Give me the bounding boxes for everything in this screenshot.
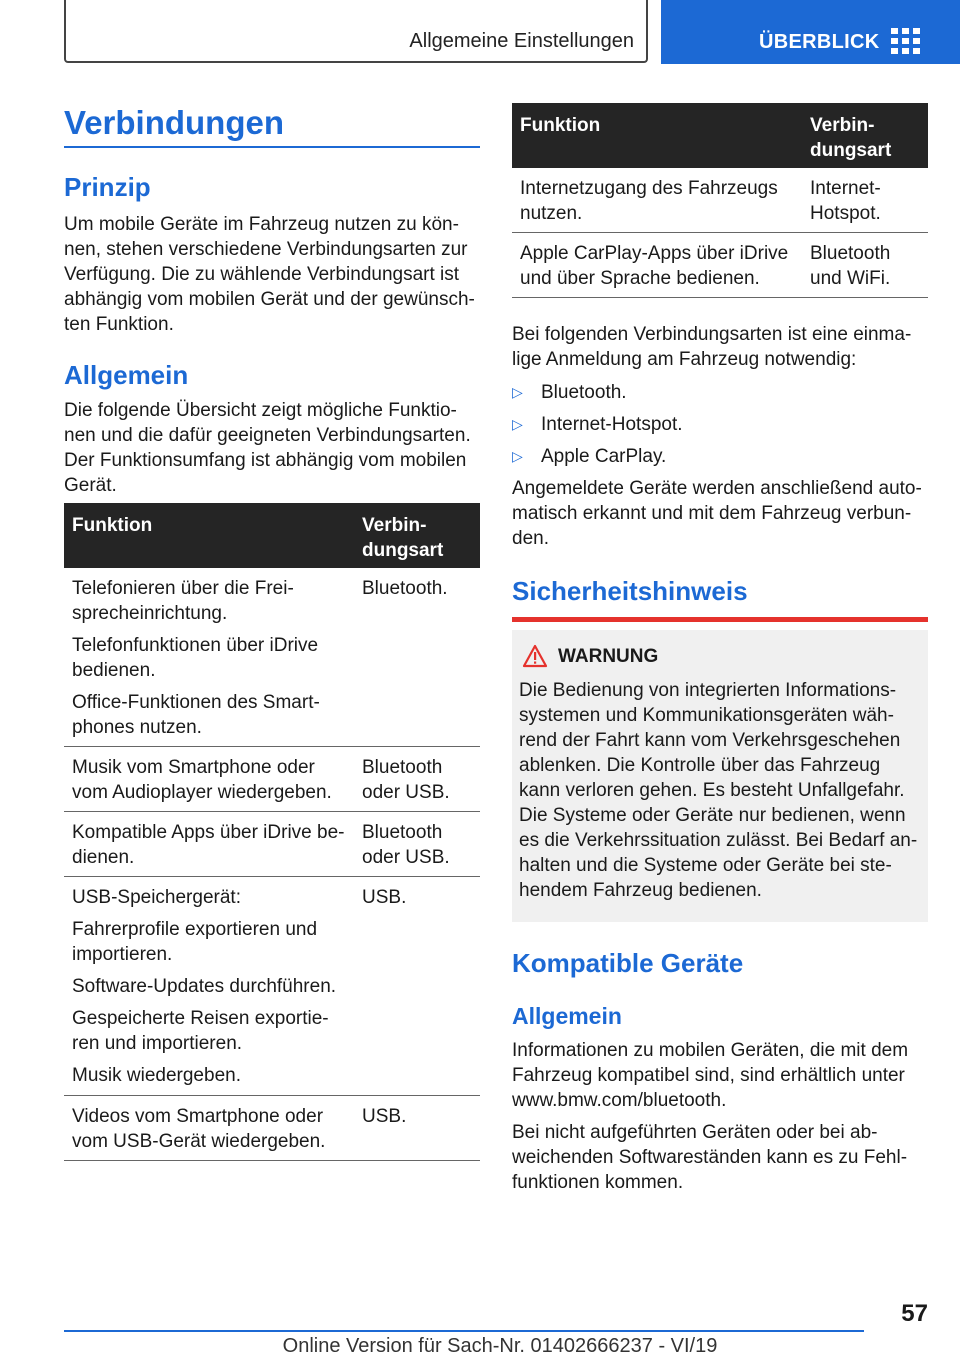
cell-art: USB. (362, 887, 407, 908)
text-line: Verfügung. Die zu wählende Verbindungsart ist (64, 264, 460, 285)
text-line: Die Bedienung von integrierten Informations‐ (519, 680, 897, 701)
list-item (512, 412, 912, 437)
cell-art: Bluetooth oder USB. (362, 822, 450, 868)
cell-text: Office-Funktionen des Smart‐ phones nutzen. (72, 692, 320, 738)
text-line: nen, stehen verschiedene Verbindungsarten zur (64, 239, 468, 260)
overview-label: ÜBERBLICK (759, 31, 880, 53)
cell-text: Gespeicherte Reisen exportie‐ ren und importieren. (72, 1008, 329, 1054)
text-line: Gerät. (64, 475, 117, 496)
info-paragraph (512, 1038, 932, 1113)
nicht-paragraph (512, 1120, 932, 1195)
text-line: ten Funktion. (64, 314, 174, 335)
overview-nav-button[interactable] (661, 0, 960, 64)
cell-text: Videos vom Smartphone oder vom USB-Gerät wiedergeben. (72, 1106, 326, 1152)
cell-text: USB-Speichergerät: (72, 887, 241, 908)
header-funktion: Funktion (72, 515, 153, 536)
list-item-text: Bluetooth. (541, 382, 627, 403)
cell-art: Bluetooth. (362, 578, 448, 599)
bullet-triangle-icon: ▷ (512, 416, 523, 432)
text-line: abhängig vom mobilen Gerät und der gewünsch‐ (64, 289, 475, 310)
text-line: matisch erkannt und mit dem Fahrzeug verbun‐ (512, 503, 912, 524)
text-line: Informationen zu mobilen Geräten, die mit dem (512, 1040, 909, 1061)
allgemein-paragraph (64, 398, 484, 498)
text-line: kann verloren gehen. Es besteht Unfallgefahr. (519, 780, 905, 801)
header-funktion: Funktion (520, 115, 601, 136)
text-line: ablenken. Die Kontrolle über das Fahrzeug (519, 755, 881, 776)
text-line: Fahrzeug kompatibel sind, sind erhältlich unter (512, 1065, 905, 1086)
grid-icon (891, 28, 921, 54)
heading-prinzip: Prinzip (64, 172, 151, 202)
text-line: Angemeldete Geräte werden anschließend auto‐ (512, 478, 922, 499)
cell-funktion (520, 241, 800, 298)
connection-table-continued (512, 103, 928, 298)
warning-box (512, 630, 928, 922)
bluetooth-url-text: www.bmw.com/bluetooth. (512, 1090, 727, 1111)
table-header (512, 103, 928, 168)
cell-funktion (520, 176, 800, 233)
text-line: systemen und Kommunikationsgeräten wäh‐ (519, 705, 894, 726)
heading-allgemein-2: Allgemein (512, 1003, 622, 1029)
table-header (64, 503, 480, 568)
text-line: den. (512, 528, 549, 549)
angemeldet-paragraph (512, 476, 932, 551)
text-line: funktionen kommen. (512, 1172, 684, 1193)
text-line: Bei folgenden Verbindungsarten ist eine einma‐ (512, 324, 912, 345)
cell-text: Telefonfunktionen über iDrive bedienen. (72, 635, 319, 681)
cell-funktion (72, 755, 352, 812)
cell-art: Bluetooth oder USB. (362, 757, 450, 803)
title-rule (64, 146, 480, 148)
cell-text: Kompatible Apps über iDrive be‐ dienen. (72, 822, 345, 868)
header-verbindungsart (362, 513, 443, 563)
text-line: es die Verkehrssituation zulässt. Bei Bedarf an‐ (519, 830, 918, 851)
text-line: Um mobile Geräte im Fahrzeug nutzen zu kön‐ (64, 214, 459, 235)
cell-funktion (72, 576, 352, 747)
list-item (512, 444, 912, 469)
table-row (512, 233, 928, 298)
header-line: dungsart (810, 140, 892, 161)
page-title: Verbindungen (64, 104, 285, 141)
warning-rule (512, 617, 928, 622)
warning-title: WARNUNG (558, 646, 659, 667)
text-line: Bei nicht aufgeführten Geräten oder bei ab‐ (512, 1122, 878, 1143)
cell-text: Apple CarPlay-Apps über iDrive und über Sprache bedienen. (520, 243, 789, 289)
table-row (64, 1096, 480, 1161)
heading-allgemein: Allgemein (64, 360, 189, 390)
footer-rule (64, 1330, 864, 1332)
table-row (512, 168, 928, 233)
list-item-text: Internet-Hotspot. (541, 414, 683, 435)
text-line: Die Systeme oder Geräte nur bedienen, wenn (519, 805, 906, 826)
table-row (64, 877, 480, 1096)
section-title: Allgemeine Einstellungen (409, 30, 634, 52)
list-item (512, 380, 912, 405)
prinzip-paragraph (64, 212, 484, 337)
cell-art: USB. (362, 1106, 407, 1127)
list-item-text: Apple CarPlay. (541, 446, 667, 467)
cell-text: Telefonieren über die Frei‐ sprecheinrichtung. (72, 578, 294, 624)
table-row (64, 812, 480, 877)
page-number: 57 (901, 1300, 928, 1327)
header-verbindungsart (810, 113, 891, 163)
cell-text: Fahrerprofile exportieren und importieren. (72, 919, 318, 965)
text-line: weichenden Softwareständen kann es zu Fehl‐ (512, 1147, 908, 1168)
cell-art: Internet‐ Hotspot. (810, 178, 881, 224)
cell-art: Bluetooth und WiFi. (810, 243, 891, 289)
cell-text: Musik vom Smartphone oder vom Audioplayer wiedergeben. (72, 757, 332, 803)
text-line: nen und die dafür geeigneten Verbindungsarten. (64, 425, 471, 446)
text-line: Der Funktionsumfang ist abhängig vom mobilen (64, 450, 467, 471)
heading-sicherheitshinweis: Sicherheitshinweis (512, 576, 748, 606)
header-line: dungsart (362, 540, 444, 561)
table-row (64, 568, 480, 747)
cell-text: Internetzugang des Fahrzeugs nutzen. (520, 178, 778, 224)
warning-text (519, 678, 919, 903)
text-line: Die folgende Übersicht zeigt mögliche Funktio‐ (64, 400, 457, 421)
heading-kompatible-geraete: Kompatible Geräte (512, 948, 744, 978)
header-section-tab (64, 0, 648, 63)
text-line: hendem Fahrzeug bedienen. (519, 880, 762, 901)
text-line: halten und die Systeme oder Geräte bei ste‐ (519, 855, 892, 876)
cell-text: Musik wiedergeben. (72, 1065, 241, 1086)
cell-funktion (72, 820, 352, 877)
bullet-triangle-icon: ▷ (512, 448, 523, 464)
text-line: lige Anmeldung am Fahrzeug notwendig: (512, 349, 857, 370)
table-row (64, 747, 480, 812)
anmeldung-paragraph (512, 322, 932, 372)
header-line: Verbin‐ (810, 115, 875, 136)
bullet-triangle-icon: ▷ (512, 384, 523, 400)
warning-triangle-icon (522, 644, 548, 668)
connection-table (64, 503, 480, 1161)
cell-text: Software-Updates durchführen. (72, 976, 337, 997)
footer-online-version: Online Version für Sach-Nr. 01402666237 - VI/19 (282, 1335, 718, 1357)
text-line: rend der Fahrt kann vom Verkehrsgeschehen (519, 730, 901, 751)
cell-funktion (72, 885, 352, 1095)
cell-funktion (72, 1104, 352, 1161)
header-line: Verbin‐ (362, 515, 427, 536)
